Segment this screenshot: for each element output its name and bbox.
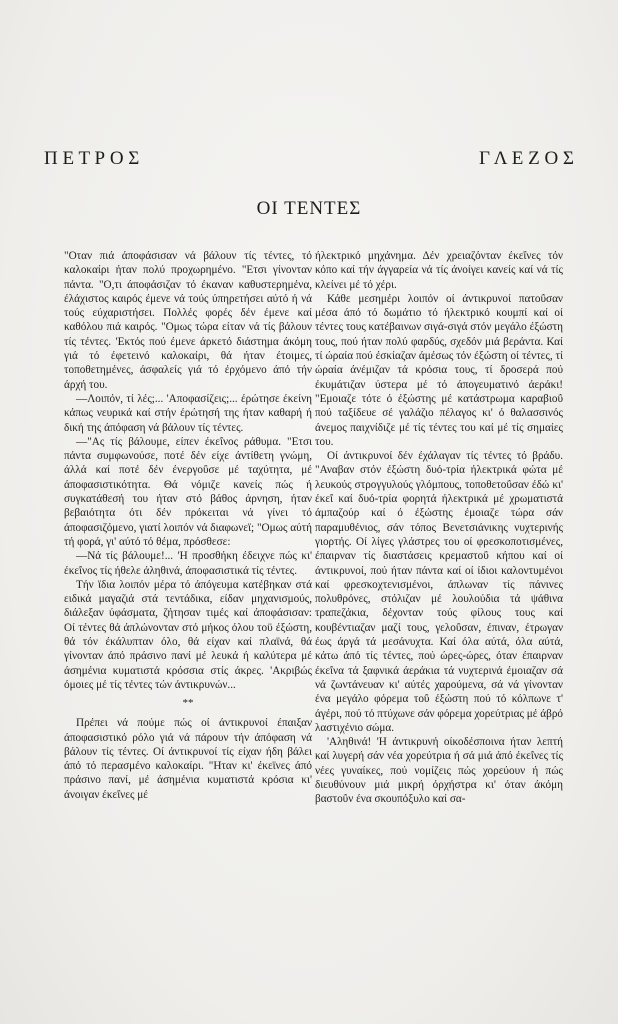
right-column: [315, 249, 563, 807]
author-name: [44, 148, 574, 170]
paragraph: ήλεκτρικό μηχάνημα. Δέν χρειαζόνταν έκεΐνες τόν κόπο καί τήν άγγαρεία νά τίς άνοίγει κανείς καί νά τίς κλείνει μέ τό χέρι.: [315, 250, 563, 291]
story-title: ΟΙ ΤΕΝΤΕΣ: [256, 198, 362, 219]
paragraph: —Λοιπόν, τί λές;... 'Αποφασίζεις;... έρώτησε έκείνη κάπως νευρικά καί στήν έρώτησή της ήταν καθαρή ή δική της άπόφαση νά βάλουν τίς τέντες.: [64, 392, 312, 434]
paragraph: Πρέπει νά πούμε πώς οί άντικρυνοί έπαιξαν άποφασιστικό ρόλο γιά νά πάρουν τήν άπόφαση νά βάλουν τίς τέντες. Οί άντικρυνοί τίς είχαν ήδη βάλει άπό τό περασμένο καλοκαίρι. "Ηταν κι' έκεϊνες άπό πράσινο πανί, μέ άσημένια κυματιστά κρόσια κι' άνοιγαν έκεΐνες μέ: [64, 717, 312, 801]
paragraph: Οί άντικρυνοί δέν έχάλαγαν τίς τέντες τό βράδυ. "Αναβαν στόν έξώστη δυό-τρία ήλεκτρικά φώτα μέ λευκούς στρογγυλούς γλόμπους, τοποθετοΰσαν έδώ κι' έκεΐ καί δυό-τρία φορητά ήλεκτρικά μέ χρωματιστά άμπαζούρ καί ό έξώστης έμοιαζε τώρα σάν παραμυθένιος, σάν τόπος Βενετσιάνικης νυχτερινής γιορτής. Οί λίγες γλάστρες του οί φρεσκοποτισμένες, έπαιρναν τίς διαστάσεις κρεμαστοΰ κήπου καί οί άντικρυνοί, πού ήταν πάντα καί οί ίδιοι καλοντυμένοι καί φρεσκοχτενισμένοι, άπλωναν τίς πάνινες πολυθρόνες, στόλιζαν μέ λουλούδια τά ψάθινα τραπεζάκια, δέχονταν τούς φίλους τους καί κουβέντιαζαν μαζί τους, γελοΰσαν, έπιναν, έτρωγαν έως άργά τά μεσάνυχτα. Καί όλα αύτά, όλα αύτά, κάτω άπό τίς τέντες, πού ώρες-ώρες, όταν έπαιρναν έκεΐνα τά ξαφνικά άεράκια τά νυχτερινά έμοιαζαν σά νά ζωντάνευαν κι' αύτές χαρούμενα, σά νά γίνονταν ένα μεγάλο φόρεμα τοΰ έξώστη πού τό κόλπωνε τ' άγέρι, πού τό πτύχωνε σάν φόρεμα χορεύτριας μέ άβρό λαστιχένιο σώμα.: [315, 450, 563, 734]
author-last-name: Γ Λ Ε Ζ Ο Σ: [479, 148, 574, 169]
paragraph: —"Ας τίς βάλουμε, είπεν έκεΐνος ράθυμα. "Ετσι πάντα συμφωνούσε, ποτέ δέν είχε άντίθετη γνώμη, άλλά καί ποτέ δέν ένεργοΰσε μέ ταχύτητα, μέ άποφασιστικότητα. Θά νόμιζε κανείς πώς ή συγκατάθεσή του ήταν στό βάθος άρνηση, ήταν βεβαιότητα ότι δέν πρόκειται νά γίνει τό άποφασιζόμενο, γιατί λοιπόν νά διαφωνεϊ; "Ομως αύτή τή φορά, γι' αύτό τό θέμα, πρόσθεσε:: [64, 435, 312, 548]
paragraph: Τήν ϊδια λοιπόν μέρα τό άπόγευμα κατέβηκαν στά ειδικά μαγαζιά στά τεντάδικα, είδαν μηχανισμούς, διάλεξαν ύφάσματα, ζήτησαν τιμές καί άποφάσισαν: Οί τέντες θά άπλώνονταν στό μήκος όλου τοϋ έξώστη, θά τόν έκάλυπταν όλο, θά είχαν καί πλαϊνά, θά γίνονταν άπό πράσινο πανί μέ λευκά ή καλύτερα μέ άσημένια κυματιστά κρόσσια στίς άκρες. 'Ακριβώς όμοιες μέ τίς τέντες τών άντικρυνών...: [64, 578, 312, 691]
paragraph: 'Αληθινά! 'Η άντικρυνή οίκοδέσποινα ήταν λεπτή καί λυγερή σάν νέα χορεύτρια ή σά μιά άπό έκεΐνες τίς νέες γυναίκες, πού νομίζεις πώς χορεύουν ή πώς διευθύνουν μιά μικρή όρχήστρα κι' όταν άκόμη βαστοΰν ένα σκουπόξυλο καί σα-: [315, 736, 563, 806]
author-first-name: Π Ε Τ Ρ Ο Σ: [44, 148, 140, 169]
left-column: [64, 249, 312, 802]
paragraph: "Οταν πιά άποφάσισαν νά βάλουν τίς τέντες, τό καλοκαίρι ήταν πολύ προχωρημένο. "Ετσι γίνονταν πάντα. "Ο,τι άποφάσιζαν τό έκαναν καθυστερημένα, έλάχιστος καιρός έμενε νά τούς ύπηρετήσει αύτό ή νά τούς εύχαριστήσει. Πολλές φορές δέν έμενε καί καθόλου πιά καιρός. "Ομως τώρα είταν νά τίς βάλουν τίς τέντες. 'Εκτός πού έμενε άρκετό διάστημα άκόμη γιά τό έφετεινό καλοκαίρι, θά ήταν έτοιμες, τοποθετημένες, άσφαλείς γιά τό έρχόμενο άπό τήν άρχή του.: [64, 250, 312, 391]
paragraph: —Νά τίς βάλουμε!... 'Η προσθήκη έδειχνε πώς κι' έκεΐνος τίς ήθελε άληθινά, άποφασιστικά τίς τέντες.: [64, 550, 312, 577]
section-separator: **: [182, 697, 194, 710]
paragraph: Κάθε μεσημέρι λοιπόν οί άντικρυνοί πατοΰσαν μέσα άπό τό δωμάτιο τό ήλεκτρικό κουμπί καί οί τέντες τους κατέβαινων σιγά-σιγά στόν μεγάλο έξώστη τους, πού ήταν πολύ φαρδύς, σχεδόν μιά βεράντα. Καί τί ώραία πού έσκίαζαν άμέσως τόν έξώστη οί τέντες, τί ώραία άνέμιζαν τά κρόσια τους, τί δροσερά πού έκυμάτιζαν ύστερα μέ τό άπογευματινό άεράκι! "Εμοιαζε τότε ό έξώστης μέ κατάστρωμα καραβιοΰ πού ταξίδευε σέ γαλάζιο πέλαγος κι' ό θαλασσινός άνεμος παιχνίδιζε μέ τίς τέντες του καί μέ τίς σημαίες του.: [315, 292, 563, 448]
